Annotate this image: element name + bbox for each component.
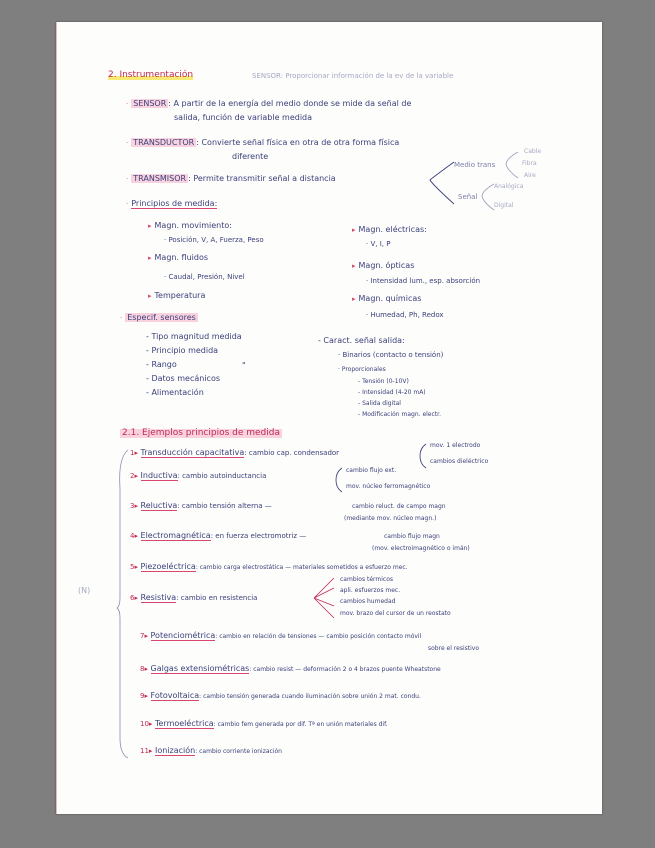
medio-aire: Aire	[524, 172, 536, 179]
entry-9: 9▸ Fotovoltaica: cambio tensión generada cuando iluminación sobre unión 2 mat. condu.	[140, 691, 421, 700]
senal-analogica: Analógica	[494, 183, 524, 190]
magn-quimicas: ▸ Magn. químicas	[352, 294, 422, 303]
triangle-bullet-icon: ▸	[148, 222, 152, 230]
entry-1-b: cambios dieléctrico	[430, 458, 489, 465]
notebook-page	[56, 22, 602, 814]
transductor-definition	[126, 139, 399, 147]
entry-1: 1▸ Transducción capacitativa: cambio cap. condensador	[130, 448, 340, 457]
entry-6-arrows	[312, 574, 336, 622]
prop-item: - Modificación magn. electr.	[358, 411, 441, 418]
especif-item: - Alimentación	[146, 388, 204, 397]
entry-3-b: (mediante mov. núcleo magn.)	[344, 515, 437, 522]
prop-item: - Intensidad (4-20 mA)	[358, 389, 426, 396]
transductor-text: : Convierte señal física en otra de otra forma física	[196, 138, 400, 147]
medio-cable: Cable	[524, 148, 542, 155]
entry-1-name: Transducción capacitativa	[140, 448, 245, 457]
sensor-text: : A partir de la energía del medio donde se mide da señal de	[168, 99, 412, 108]
section-2-1-heading: 2.1. Ejemplos principios de medida	[122, 428, 280, 438]
prop-item: - Salida digital	[358, 400, 401, 407]
especif-item: - Datos mecánicos	[146, 374, 221, 383]
magn-fluidos: ▸ Magn. fluidos	[148, 253, 209, 262]
medio-trans-label: Medio trans	[454, 161, 496, 169]
entry-10: 10▸ Termoeléctrica: cambio fem generada por dif. Tª en unión materiales dif.	[140, 719, 388, 728]
proporcionales: · Proporcionales	[338, 366, 386, 373]
prop-item: - Tensión (0-10V)	[358, 378, 409, 385]
transductor-text-line2: diferente	[232, 152, 269, 161]
transmisor-definition	[126, 175, 336, 183]
triangle-bullet-icon: ▸	[352, 295, 356, 303]
especif-item: - Tipo magnitud medida	[146, 332, 242, 341]
entry-1-brace	[418, 442, 428, 470]
bullet-icon: ·	[126, 200, 129, 208]
entry-6-item: mov. brazo del cursor de un reostato	[340, 610, 451, 617]
bullet-icon: ·	[120, 314, 123, 322]
entry-11: 11▸ Ionización: cambio corriente ionización	[140, 746, 282, 755]
principios-heading: · Principios de medida:	[126, 199, 218, 208]
entry-8: 8▸ Galgas extensiométricas: cambio resist — deformación 2 o 4 brazos puente Wheatstone	[140, 664, 441, 673]
medio-brace	[504, 150, 520, 180]
binarios: · Binarios (contacto o tensión)	[338, 351, 444, 359]
sensor-label: SENSOR	[133, 99, 167, 108]
triangle-bullet-icon: ▸	[352, 226, 356, 234]
magn-electricas: ▸ Magn. eléctricas:	[352, 225, 427, 234]
entry-2-b: mov. núcleo ferromagnético	[346, 483, 431, 490]
rango-ditto: "	[242, 361, 246, 370]
magn-opticas: ▸ Magn. ópticas	[352, 261, 415, 270]
entry-6-item: cambios humedad	[340, 598, 396, 605]
entry-10-name: Termoeléctrica	[154, 719, 214, 728]
entry-3: 3▸ Reluctiva: cambio tensión alterna —	[130, 501, 272, 510]
caract-senal-salida: - Caract. señal salida:	[318, 336, 405, 345]
entry-3-a: cambio reluct. de campo magn	[352, 503, 446, 510]
triangle-bullet-icon: ▸	[148, 292, 152, 300]
entry-3-name: Reluctiva	[140, 501, 178, 510]
magn-movimiento-sub: · Posición, V, A, Fuerza, Peso	[164, 236, 264, 244]
entry-11-name: Ionización	[154, 746, 196, 755]
entry-6-item: apli. esfuerzos mec.	[340, 587, 401, 594]
magn-movimiento: ▸ Magn. movimiento:	[148, 221, 232, 230]
especif-heading: · Especif. sensores	[120, 313, 196, 322]
entry-6-name: Resistiva	[140, 593, 177, 602]
section-brace	[116, 448, 130, 760]
entry-4-name: Electromagnética	[140, 531, 211, 540]
bullet-icon: ·	[126, 139, 129, 147]
entry-2-brace	[334, 466, 344, 494]
entry-2-a: cambio flujo ext.	[346, 467, 397, 474]
side-mark: (N)	[78, 586, 91, 595]
entry-6: 6▸ Resistiva: cambio en resistencia	[130, 593, 258, 602]
entry-8-name: Galgas extensiométricas	[150, 664, 250, 673]
triangle-bullet-icon: ▸	[148, 254, 152, 262]
magn-electricas-sub: · V, I, P	[366, 240, 391, 248]
sensor-definition	[126, 100, 411, 108]
entry-6-item: cambios térmicos	[340, 576, 394, 583]
entry-5-name: Piezoeléctrica	[140, 562, 196, 571]
magn-opticas-sub: · Intensidad lum., esp. absorción	[366, 277, 481, 285]
medio-fibra: Fibra	[522, 160, 537, 167]
senal-label: Señal	[458, 193, 478, 201]
entry-4-a: cambio flujo magn	[384, 533, 440, 540]
page-margin-line	[56, 22, 57, 814]
entry-7: 7▸ Potenciométrica: cambio en relación de tensiones — cambio posición contacto móvil	[140, 631, 422, 640]
bullet-icon: ·	[126, 175, 129, 183]
magn-quimicas-sub: · Humedad, Ph, Redox	[366, 311, 444, 319]
senal-digital: Digital	[494, 202, 514, 209]
magn-fluidos-sub: · Caudal, Presión, Nivel	[164, 273, 245, 281]
entry-4-b: (mov. electroimagnético o imán)	[372, 545, 470, 552]
temperatura: ▸ Temperatura	[148, 291, 206, 300]
entry-9-name: Fotovoltaica	[150, 691, 200, 700]
title-note: SENSOR: Proporcionar información de la ev de la variable	[252, 72, 454, 80]
entry-4: 4▸ Electromagnética: en fuerza electromotriz —	[130, 531, 307, 540]
entry-1-a: mov. 1 electrodo	[430, 442, 481, 449]
triangle-bullet-icon: ▸	[352, 262, 356, 270]
especif-item: - Principio medida	[146, 346, 219, 355]
entry-2-name: Inductiva	[140, 471, 178, 480]
entry-7-b: sobre el resistivo	[428, 645, 479, 652]
entry-2: 2▸ Inductiva: cambio autoinductancia	[130, 471, 267, 480]
especif-item: - Rango	[146, 360, 177, 369]
entry-7-name: Potenciométrica	[150, 631, 216, 640]
transductor-label: TRANSDUCTOR	[133, 138, 195, 147]
transmisor-label: TRANSMISOR	[133, 174, 187, 183]
sensor-text-line2: salida, función de variable medida	[174, 113, 313, 122]
entry-5: 5▸ Piezoeléctrica: cambio carga electrostática — materiales sometidos a esfuerzo mec.	[130, 562, 408, 571]
transmisor-text: : Permite transmitir señal a distancia	[188, 174, 336, 183]
page-title: 2. Instrumentación	[108, 70, 194, 80]
bullet-icon: ·	[126, 100, 129, 108]
